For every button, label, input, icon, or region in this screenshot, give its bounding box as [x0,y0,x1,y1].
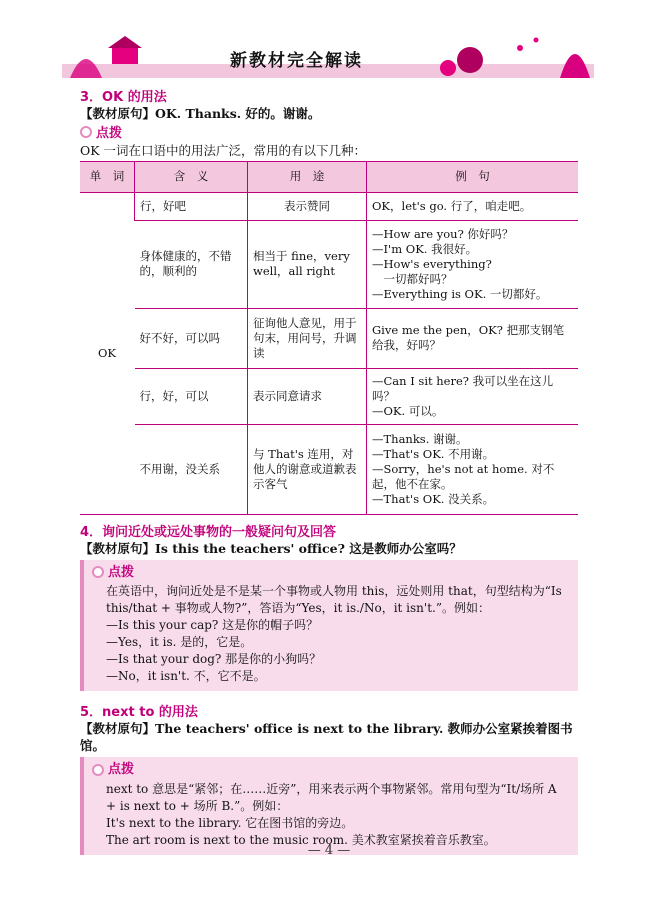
header-example: 例 句 [367,161,579,192]
section5-title: 5．next to 的用法 [80,705,198,720]
section5-line: next to 意思是“紧邻；在……近旁”，用来表示两个事物紧邻。常用句型为“It/场所 A + is next to + 场所 B.”。例如： [106,781,557,813]
section5-source: 【教材原句】The teachers' office is next to the library. 教师办公室紧挨着图书馆。 [80,721,573,753]
section3-source: 【教材原句】OK. Thanks. 好的。谢谢。 [80,106,321,121]
section4-line: —Is that your dog? 那是你的小狗吗？ [106,652,322,666]
meaning-cell: 身体健康的，不错的，顺利的 [135,220,248,308]
meaning-cell: 不用谢，没关系 [135,424,248,514]
page-header [0,0,658,86]
header-meaning: 含 义 [135,161,248,192]
usage-cell: 与 That's 连用，对他人的谢意或道歉表示客气 [248,424,367,514]
usage-cell: 表示同意请求 [248,368,367,424]
section5-line: It's next to the library. 它在图书馆的旁边。 [106,815,354,830]
tip-label: 点拨 [96,126,123,141]
section4-line: —Yes，it is. 是的，它是。 [106,635,253,649]
usage-cell: 表示赞同 [248,192,367,220]
tip-label: 点拨 [108,762,135,777]
section4-source: 【教材原句】Is this the teachers' office? 这是教师办公室吗？ [80,540,462,556]
usage-cell: 相当于 fine，very well，all right [248,220,367,308]
meaning-cell: 行，好，可以 [135,368,248,424]
section5-line: The art room is next to the music room. 美术教室紧挨着音乐教室。 [106,832,496,847]
table-row [80,424,578,514]
header-decoration [0,0,658,86]
section3-intro: OK 一词在口语中的用法广泛，常用的有以下几种： [80,142,367,158]
table-row [80,368,578,424]
ok-usage-table [80,161,578,515]
table-row [80,308,578,368]
example-cell: —How are you? 你好吗？ —I'm OK. 我很好。 —How's everything? 一切都好吗？ —Everything is OK. 一切都好。 [367,220,579,308]
section4-line: 在英语中，询问近处是不是某一个事物或人物用 this，远处则用 that，句型结构为“Is this/that + 事物或人物?”，答语为“Yes，it is./No，it isn't.”。例如： [106,584,562,615]
section4-line: —No，it isn't. 不，它不是。 [106,669,266,683]
header-title: 新教材完全解读 [230,51,363,71]
tip-bullet-icon [92,566,104,578]
section3-tip-badge [80,122,122,141]
tip-label: 点拨 [108,564,135,580]
tip-bullet-icon [80,126,92,138]
section5-tip-box [80,757,578,855]
example-cell: —Thanks. 谢谢。 —That's OK. 不用谢。 —Sorry，he's not at home. 对不起，他不在家。 —That's OK. 没关系。 [367,424,579,514]
example-cell: Give me the pen，OK? 把那支钢笔给我，好吗？ [367,308,579,368]
usage-cell: 征询他人意见，用于句末，用问号，升调读 [248,308,367,368]
content [80,86,578,855]
meaning-cell: 行，好吧 [135,192,248,220]
section4-title: 4．询问近处或远处事物的一般疑问句及回答 [80,524,337,540]
word-cell: OK [80,192,135,514]
section4-tip-box [80,560,578,692]
section5-tip-badge [92,761,134,778]
section3-title: 3．OK 的用法 [80,90,167,105]
page-number: — 4 — [307,843,351,858]
header-usage: 用 途 [248,161,367,192]
section4-line: —Is this your cap? 这是你的帽子吗？ [106,618,319,632]
table-row [80,220,578,308]
tip-bullet-icon [92,764,104,776]
table-row [80,192,578,220]
table-header-row [80,161,578,192]
example-cell: —Can I sit here? 我可以坐在这儿吗？ —OK. 可以。 [367,368,579,424]
example-cell: OK，let's go. 行了，咱走吧。 [367,192,579,220]
header-word: 单 词 [80,161,135,192]
section4-tip-badge [92,564,134,581]
meaning-cell: 好不好，可以吗 [135,308,248,368]
